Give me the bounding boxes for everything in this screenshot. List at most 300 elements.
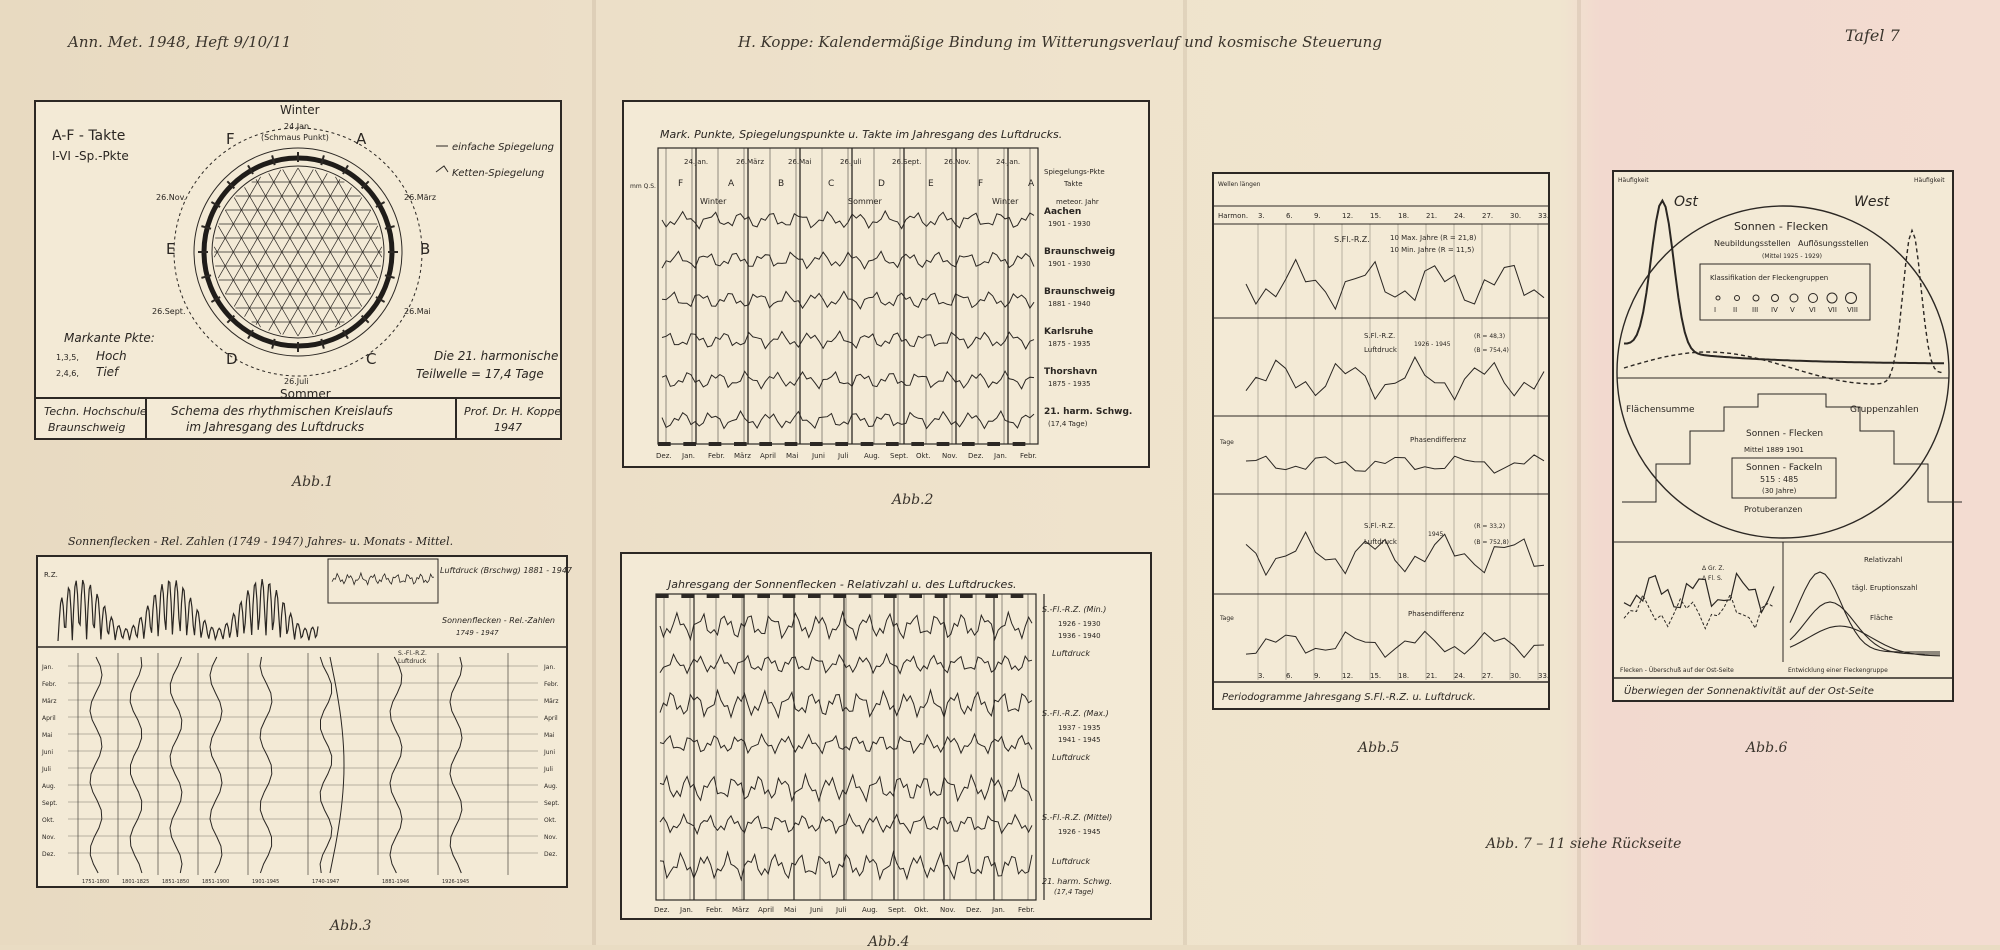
season-label: Winter	[992, 197, 1019, 206]
fig6-flaeche: Fläche	[1870, 614, 1893, 622]
fig5-legend: S.Fl.-R.Z.	[1364, 522, 1396, 530]
fig5-legend: S.Fl.-R.Z.	[1364, 332, 1396, 340]
fig5-caption: Periodogramme Jahresgang S.Fl.-R.Z. u. Luftdruck.	[1222, 692, 1476, 703]
station-name: Thorshavn	[1044, 367, 1098, 377]
monthly-curve	[170, 657, 182, 873]
month-label: Sept.	[888, 906, 907, 914]
fig2-unit: mm Q.S.	[630, 183, 656, 190]
series-label: S.-Fl.-R.Z. (Min.)	[1042, 605, 1107, 614]
month-bar	[960, 594, 973, 598]
takt-label: A	[1028, 179, 1035, 189]
schema-title-line2: im Jahresgang des Luftdrucks	[186, 420, 365, 434]
caption-abb4: Abb.4	[868, 934, 910, 950]
month-label: Jan.	[682, 452, 696, 460]
month-label: Mai	[786, 452, 799, 460]
month-label: Dez.	[544, 851, 558, 858]
fig6-caption: Überwiegen der Sonnenaktivität auf der Ost-Seite	[1624, 686, 1874, 697]
sp-pkte-legend: I-VI -Sp.-Pkte	[52, 149, 129, 163]
harmonic-label: 18.	[1398, 212, 1410, 220]
date-bottom: 26.Juli	[284, 377, 309, 386]
month-bar	[861, 442, 874, 446]
takt-F: F	[226, 130, 235, 148]
class-label: IV	[1771, 306, 1778, 314]
fig5-harmon-label: Harmon.	[1218, 212, 1249, 220]
fold-line	[592, 0, 596, 945]
caption-abb2: Abb.2	[892, 492, 934, 508]
month-label: Febr.	[1020, 452, 1037, 460]
fig5-legend: (R = 33,2)	[1474, 523, 1506, 530]
fig6-eruptionszahl: tägl. Eruptionszahl	[1852, 584, 1918, 592]
month-label: März	[732, 906, 749, 914]
harmonic-label: 33.	[1538, 672, 1550, 680]
fig6-fackeln-value: 515 : 485	[1760, 475, 1799, 484]
harmonic-label: 6.	[1286, 212, 1293, 220]
fig6-west-label: West	[1854, 194, 1890, 210]
fig6-aufloesung: Auflösungsstellen	[1798, 239, 1869, 248]
grid-line	[245, 187, 328, 330]
periodogram-curve	[1246, 455, 1544, 473]
figure-2-panel	[622, 100, 1150, 468]
month-label: Juni	[812, 452, 825, 460]
takt-label: F	[678, 179, 684, 189]
station-years: 1881 - 1940	[1048, 300, 1091, 308]
period-label: 1851-1900	[202, 879, 230, 885]
month-label: Mai	[42, 732, 53, 739]
date-right-top: 26.März	[404, 193, 437, 202]
fig5-legend: 1945	[1428, 531, 1444, 538]
fig6-fackeln: Sonnen - Fackeln	[1746, 463, 1823, 473]
grid-line	[245, 173, 328, 316]
class-label: III	[1752, 306, 1759, 314]
harmonic-label: 9.	[1314, 672, 1321, 680]
station-name: Aachen	[1044, 207, 1082, 217]
month-label: Nov.	[940, 906, 956, 914]
month-label: Juni	[42, 749, 54, 756]
month-bar	[759, 442, 772, 446]
season-label: Sommer	[848, 197, 882, 206]
tief-numbers: 2,4,6,	[56, 369, 79, 378]
month-bar	[683, 442, 696, 446]
year: 1947	[494, 421, 522, 434]
month-label: Febr.	[42, 681, 57, 688]
month-label: Jan.	[42, 664, 54, 671]
period-label: 1751-1800	[82, 879, 110, 885]
harmonic-label: 12.	[1342, 212, 1354, 220]
harmonic-label: 24.	[1454, 212, 1466, 220]
month-label: Juli	[42, 766, 51, 773]
class-label: VII	[1828, 306, 1837, 314]
date-left-top: 26.Nov.	[156, 193, 187, 202]
month-label: April	[758, 906, 774, 914]
date-top: 24.Jan.	[284, 122, 312, 131]
month-label: Mai	[544, 732, 555, 739]
month-label: Dez.	[42, 851, 56, 858]
date-label: 24.Jan.	[684, 158, 709, 166]
fig6-klassifikation: Klassifikation der Fleckengruppen	[1710, 274, 1829, 282]
fig6-sunspot-heading: Sonnen - Flecken	[1734, 220, 1829, 233]
periodogram-curve	[1246, 260, 1544, 310]
fig6-legend: Δ Fl. S.	[1702, 575, 1723, 582]
fig5-legend: 1926 - 1945	[1414, 341, 1451, 348]
month-label: Dez.	[654, 906, 670, 914]
figure-6-panel	[1612, 170, 1954, 702]
fig6-relativzahl: Relativzahl	[1864, 556, 1903, 564]
takt-E: E	[166, 240, 176, 258]
grid-line	[269, 173, 352, 316]
fig5-tage-label: Tage	[1220, 615, 1234, 622]
fig3-title: Sonnenflecken - Rel. Zahlen (1749 - 1947) Jahres- u. Monats - Mittel.	[68, 535, 454, 548]
period-label: 1901-1945	[252, 879, 280, 885]
station-name: Braunschweig	[1044, 287, 1116, 297]
date-label: 26.Mai	[788, 158, 812, 166]
harmonische-line2: Teilwelle = 17,4 Tage	[416, 367, 544, 381]
date-left-bottom: 26.Sept.	[152, 307, 186, 316]
harmonic-label: 21.	[1426, 212, 1438, 220]
caption-abb1: Abb.1	[292, 474, 334, 490]
figure-3-panel	[36, 555, 573, 888]
month-bar	[886, 442, 899, 446]
period-label: 1801-1825	[122, 879, 150, 885]
month-bar	[859, 594, 872, 598]
fig6-neubildung: Neubildungsstellen	[1714, 239, 1791, 248]
fig6-axis-label: Häufigkeit	[1618, 177, 1649, 184]
month-label: Aug.	[862, 906, 878, 914]
class-label: V	[1790, 306, 1795, 314]
month-label: Febr.	[706, 906, 723, 914]
station-years: 1901 - 1930	[1048, 220, 1091, 228]
fig5-wellen-label: Wellen längen	[1218, 181, 1261, 188]
month-label: Jan.	[992, 906, 1006, 914]
grid-line	[225, 210, 298, 336]
month-bar	[658, 442, 671, 446]
date-label: 26.März	[736, 158, 765, 166]
grid-line	[298, 210, 371, 336]
fig5-legend: 10 Min. Jahre (R = 11,5)	[1390, 246, 1475, 254]
school-label: Techn. Hochschule	[44, 405, 147, 418]
fig6-legend: Δ Gr. Z.	[1702, 565, 1725, 572]
hoch-label: Hoch	[96, 349, 127, 363]
caption-abb6: Abb.6	[1746, 740, 1788, 756]
periodogram-curve	[1246, 357, 1544, 400]
harmonic-label: 3.	[1258, 672, 1265, 680]
takt-D: D	[226, 350, 238, 368]
month-bar	[1011, 594, 1024, 598]
class-label: II	[1733, 306, 1738, 314]
month-label: April	[544, 715, 558, 722]
caption-abb5: Abb.5	[1358, 740, 1400, 756]
fig5-legend: (B = 752,8)	[1474, 539, 1509, 546]
monthly-curve	[450, 657, 462, 873]
fig3-luftdruck-label: Luftdruck (Brschwg) 1881 - 1947	[440, 566, 573, 575]
month-label: Juni	[810, 906, 823, 914]
author: Prof. Dr. H. Koppe	[464, 405, 562, 418]
series-luftdruck: Luftdruck	[1052, 649, 1090, 658]
figure-4-panel	[620, 552, 1152, 920]
harmonic-label: 21.	[1426, 672, 1438, 680]
fig6-protuberanzen: Protuberanzen	[1744, 505, 1803, 514]
fig6-mittel: (Mittel 1925 - 1929)	[1762, 253, 1823, 260]
station-years: 1875 - 1935	[1048, 380, 1091, 388]
schema-title-line1: Schema des rhythmischen Kreislaufs	[171, 404, 393, 418]
harmonic-label: 15.	[1370, 212, 1382, 220]
month-label: Aug.	[864, 452, 880, 460]
grid-line	[298, 168, 371, 294]
month-bar	[709, 442, 722, 446]
fig6-sub-left: Flecken - Überschuß auf der Ost-Seite	[1620, 667, 1734, 674]
monthly-curve	[130, 657, 142, 873]
series-years: 1936 - 1940	[1058, 632, 1101, 640]
fig5-legend: (R = 48,3)	[1474, 333, 1506, 340]
month-label: Okt.	[916, 452, 931, 460]
fig4-harm-label: 21. harm. Schwg.	[1042, 877, 1113, 886]
grid-line	[225, 168, 298, 294]
month-label: Jan.	[544, 664, 556, 671]
winter-label: Winter	[280, 103, 320, 117]
class-label: VI	[1809, 306, 1816, 314]
month-label: Nov.	[544, 834, 558, 841]
article-title: H. Koppe: Kalendermäßige Bindung im Witterungsverlauf und kosmische Steuerung	[738, 33, 1382, 51]
figure-5-panel	[1212, 172, 1550, 710]
month-label: Okt.	[544, 817, 557, 824]
circle-diagram	[174, 128, 422, 376]
month-label: Mai	[784, 906, 797, 914]
month-bar	[656, 594, 669, 598]
fig6-gruppenzahlen: Gruppenzahlen	[1850, 405, 1919, 415]
school-city: Braunschweig	[48, 421, 126, 434]
fig6-flaechensumme: Flächensumme	[1626, 405, 1695, 415]
series-years: 1937 - 1935	[1058, 724, 1101, 732]
fig5-tage-label: Tage	[1220, 439, 1234, 446]
fig6-ost-label: Ost	[1674, 194, 1698, 210]
month-bar	[987, 442, 1000, 446]
harmonic-label: 6.	[1286, 672, 1293, 680]
month-bar	[935, 594, 948, 598]
periodogram-curve	[1246, 631, 1544, 657]
month-label: Juli	[544, 766, 553, 773]
month-label: Jan.	[994, 452, 1008, 460]
month-bar	[810, 442, 823, 446]
monthly-curve	[390, 657, 402, 873]
month-label: Aug.	[544, 783, 558, 790]
date-label: 26.Juli	[840, 158, 862, 166]
class-label: VIII	[1847, 306, 1858, 314]
harmonic-label: 15.	[1370, 672, 1382, 680]
month-label: Nov.	[42, 834, 56, 841]
month-label: März	[734, 452, 751, 460]
month-bar	[884, 594, 897, 598]
month-label: Dez.	[966, 906, 982, 914]
month-label: Sept.	[890, 452, 909, 460]
month-bar	[962, 442, 975, 446]
month-bar	[707, 594, 720, 598]
series-label: S.-Fl.-R.Z. (Mittel)	[1042, 813, 1113, 822]
month-bar	[808, 594, 821, 598]
fig5-legend: (B = 754,4)	[1474, 347, 1509, 354]
takt-label: C	[828, 179, 835, 189]
date-label: 24.Jan.	[996, 158, 1021, 166]
harmonic-label: 24.	[1454, 672, 1466, 680]
fold-line	[1577, 0, 1581, 945]
harmonic-label: 12.	[1342, 672, 1354, 680]
fig4-title: Jahresgang der Sonnenflecken - Relativzahl u. des Luftdruckes.	[668, 578, 1017, 591]
fig5-legend: Luftdruck	[1364, 346, 1397, 354]
station-years: (17,4 Tage)	[1048, 420, 1088, 428]
markante-label: Markante Pkte:	[64, 331, 155, 345]
month-label: Nov.	[942, 452, 958, 460]
caption-abb3: Abb.3	[330, 918, 372, 934]
figure-1-panel	[34, 100, 562, 440]
fig5-phase-label: Phasendifferenz	[1408, 610, 1464, 618]
monthly-curve	[320, 657, 332, 873]
fig3-sunspot-years: 1749 - 1947	[456, 629, 499, 637]
month-label: März	[42, 698, 57, 705]
month-label: Juli	[836, 906, 847, 914]
fig2-right-label: Takte	[1064, 180, 1083, 188]
date-label: 26.Nov.	[944, 158, 971, 166]
takte-legend: A-F - Takte	[52, 128, 126, 144]
figure-5-chart	[1214, 174, 1548, 708]
takt-C: C	[366, 350, 377, 368]
sommer-label: Sommer	[280, 387, 331, 401]
fig3-sunspot-label: Sonnenflecken - Rel.-Zahlen	[442, 616, 555, 625]
month-bar	[985, 594, 998, 598]
fig5-legend: 10 Max. Jahre (R = 21,8)	[1390, 234, 1477, 242]
fig3-rz-label: R.Z.	[44, 571, 58, 579]
month-label: März	[544, 698, 559, 705]
month-bar	[732, 594, 745, 598]
month-bar	[909, 594, 922, 598]
harmonic-label: 30.	[1510, 212, 1522, 220]
monthly-curve	[260, 657, 272, 873]
einfache-legend: einfache Spiegelung	[452, 142, 555, 153]
month-label: April	[42, 715, 56, 722]
date-right-bottom: 26.Mai	[404, 307, 431, 316]
fig2-right-label: meteor. Jahr	[1056, 198, 1099, 206]
month-label: Febr.	[544, 681, 559, 688]
monthly-curve	[90, 657, 102, 873]
month-bar	[835, 442, 848, 446]
journal-header: Ann. Met. 1948, Heft 9/10/11	[68, 33, 292, 51]
takt-label: A	[728, 179, 735, 189]
takt-label: F	[978, 179, 984, 189]
season-label: Winter	[700, 197, 727, 206]
month-label: Sept.	[544, 800, 560, 807]
month-label: Febr.	[1018, 906, 1035, 914]
series-label: S.-Fl.-R.Z. (Max.)	[1042, 709, 1109, 718]
series-luftdruck: Luftdruck	[1052, 857, 1090, 866]
figure-4-chart	[622, 554, 1150, 918]
fig3-legend: Luftdruck	[398, 658, 427, 665]
fig6-sub-right: Entwicklung einer Fleckengruppe	[1788, 667, 1888, 674]
tief-label: Tief	[96, 365, 119, 379]
fig5-legend: Luftdruck	[1364, 538, 1397, 546]
fig5-legend: S.Fl.-R.Z.	[1334, 235, 1370, 244]
month-label: Okt.	[42, 817, 55, 824]
month-bar	[1013, 442, 1026, 446]
fig6-mittel-sub: Mittel 1889 1901	[1744, 446, 1804, 454]
station-name: Karlsruhe	[1044, 327, 1094, 337]
fig2-right-label: Spiegelungs-Pkte	[1044, 168, 1105, 176]
fig5-phase-label: Phasendifferenz	[1410, 436, 1466, 444]
hatched-curve	[330, 657, 344, 873]
schmaus-label: (Schmaus Punkt)	[261, 133, 329, 142]
series-luftdruck: Luftdruck	[1052, 753, 1090, 762]
takt-A: A	[356, 130, 367, 148]
hoch-numbers: 1,3,5,	[56, 353, 79, 362]
month-label: Okt.	[914, 906, 929, 914]
note-abb7-11: Abb. 7 – 11 siehe Rückseite	[1486, 836, 1682, 852]
date-label: 26.Sept.	[892, 158, 922, 166]
monthly-curve	[210, 657, 222, 873]
station-name: Braunschweig	[1044, 247, 1116, 257]
series-years: 1926 - 1945	[1058, 828, 1101, 836]
harmonische-line1: Die 21. harmonische	[434, 349, 559, 363]
fig3-legend: S.-Fl.-R.Z.	[398, 650, 427, 657]
month-label: Juli	[838, 452, 849, 460]
takt-label: D	[878, 179, 885, 189]
fig6-jahre: (30 Jahre)	[1762, 487, 1797, 495]
figure-6-chart	[1614, 172, 1952, 700]
month-label: Sept.	[42, 800, 58, 807]
period-label: 1851-1850	[162, 879, 190, 885]
month-label: Dez.	[656, 452, 672, 460]
station-years: 1875 - 1935	[1048, 340, 1091, 348]
station-years: 1901 - 1930	[1048, 260, 1091, 268]
period-label: 1881-1946	[382, 879, 410, 885]
harmonic-label: 30.	[1510, 672, 1522, 680]
month-bar	[734, 442, 747, 446]
fig6-sunspot-sub: Sonnen - Flecken	[1746, 429, 1824, 439]
figure-2-chart	[624, 102, 1148, 466]
period-label: 1740-1947	[312, 879, 340, 885]
month-bar	[911, 442, 924, 446]
month-label: Juni	[544, 749, 556, 756]
month-bar	[757, 594, 770, 598]
fig2-title: Mark. Punkte, Spiegelungspunkte u. Takte im Jahresgang des Luftdrucks.	[660, 128, 1063, 141]
month-label: Dez.	[968, 452, 984, 460]
ketten-legend: Ketten-Spiegelung	[452, 168, 545, 179]
month-label: Febr.	[708, 452, 725, 460]
harmonic-label: 27.	[1482, 212, 1494, 220]
plate-number: Tafel 7	[1845, 26, 1900, 45]
month-bar	[785, 442, 798, 446]
takt-label: B	[778, 179, 785, 189]
figure-1-schema	[36, 102, 560, 438]
series-years: 1941 - 1945	[1058, 736, 1101, 744]
takt-B: B	[420, 240, 431, 258]
grid-line	[269, 187, 352, 330]
takt-label: E	[928, 179, 934, 189]
harmonic-label: 27.	[1482, 672, 1494, 680]
station-name: 21. harm. Schwg.	[1044, 407, 1133, 417]
month-label: Aug.	[42, 783, 56, 790]
harmonic-label: 3.	[1258, 212, 1265, 220]
month-bar	[937, 442, 950, 446]
fold-line	[1183, 0, 1187, 945]
harmonic-label: 33.	[1538, 212, 1550, 220]
harmonic-label: 9.	[1314, 212, 1321, 220]
period-label: 1926-1945	[442, 879, 470, 885]
fig6-axis-label: Häufigkeit	[1914, 177, 1945, 184]
month-bar	[681, 594, 694, 598]
class-label: I	[1714, 306, 1717, 314]
series-years: 1926 - 1930	[1058, 620, 1101, 628]
figure-3-chart	[38, 557, 573, 886]
fig4-harm-sub: (17,4 Tage)	[1054, 888, 1094, 896]
month-label: Jan.	[680, 906, 694, 914]
month-label: April	[760, 452, 776, 460]
harmonic-label: 18.	[1398, 672, 1410, 680]
